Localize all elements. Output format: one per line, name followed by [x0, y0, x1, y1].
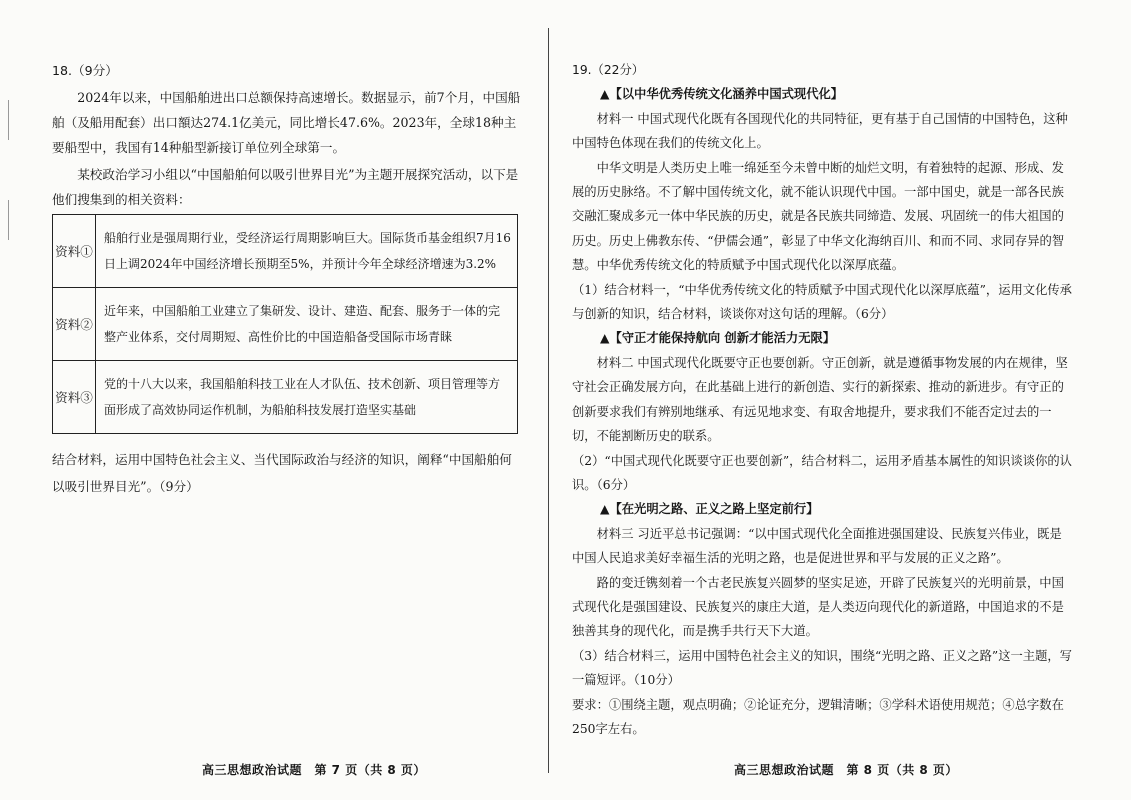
sub-question-3: （3）结合材料三，运用中国特色社会主义的知识，围绕“光明之路、正义之路”这一主题，写一篇短评。（10分） [572, 648, 1072, 688]
sub-question-1: （1）结合材料一，“中华优秀传统文化的特质赋予中国式现代化以深厚底蕴”，运用文化传承与创新的知识，结合材料，谈谈你对这句话的理解。（6分） [572, 282, 1072, 322]
section-heading-3: ▲【在光明之路、正义之路上坚定前行】 [600, 502, 819, 517]
material-2: 材料二 中国式现代化既要守正也要创新。守正创新，就是遵循事物发展的内在规律，坚守社会正确发展方向，在此基础上进行的新创造、实行的新探索、推动的新进步。有守正的创新要求我们有辨别地继承、有远见地求变、有取舍地提升，要求我们不能否定过去的一切，不能割断历史的联系。 [572, 355, 1068, 444]
scan-mark [8, 200, 9, 240]
question-number: 19.（22分） [572, 63, 645, 77]
section-heading-2: ▲【守正才能保持航向 创新才能活力无限】 [600, 331, 836, 346]
page-7 [52, 0, 522, 800]
material-3-part-b: 路的变迁镌刻着一个古老民族复兴圆梦的坚实足迹，开辟了民族复兴的光明前景，中国式现代化是强国建设、民族复兴的康庄大道，是人类迈向现代化的新道路，中国追求的不是独善其身的现代化，而是携手共行天下大道。 [572, 575, 1064, 639]
material-text: 党的十八大以来，我国船舶科技工业在人才队伍、技术创新、项目管理等方面形成了高效协同运作机制，为船舶科技发展打造坚实基础 [96, 361, 518, 434]
sub-question-2: （2）“中国式现代化既要守正也要创新”，结合材料二，运用矛盾基本属性的知识谈谈你的认识。（6分） [572, 453, 1072, 492]
table-row [53, 288, 518, 361]
material-text: 船舶行业是强周期行业，受经济运行周期影响巨大。国际货币基金组织7月16日上调2024年中国经济增长预期至5%，并预计今年全球经济增速为3.2% [96, 215, 518, 288]
page-divider [548, 28, 549, 773]
section-heading-1: ▲【以中华优秀传统文化涵养中国式现代化】 [600, 87, 844, 102]
intro-paragraph: 2024年以来，中国船舶进出口总额保持高速增长。数据显示，前7个月，中国船舶（及船用配套）出口額达274.1亿美元，同比增长47.6%。2023年，全球18种主要船型中，我国有14种船型新接订单位列全球第一。 [52, 90, 521, 155]
table-row [53, 361, 518, 434]
material-label: 资料③ [53, 361, 96, 434]
material-text: 近年来，中国船舶工业建立了集研发、设计、建造、配套、服务于一体的完整产业体系，交付周期短、高性价比的中国造船备受国际市场青睐 [96, 288, 518, 361]
question-18 [52, 58, 522, 500]
materials-table [52, 214, 518, 434]
material-label: 资料② [53, 288, 96, 361]
activity-paragraph: 某校政治学习小组以“中国船舶何以吸引世界目光”为主题开展探究活动，以下是他们搜集到的相关资料： [52, 167, 519, 207]
material-3-part-a: 材料三 习近平总书记强调：“以中国式现代化全面推进强国建设、民族复兴伟业，既是中国人民追求美好幸福生活的光明之路，也是促进世界和平与发展的正义之路”。 [572, 526, 1062, 566]
requirements: 要求：①围绕主题，观点明确；②论证充分，逻辑清晰；③学科术语使用规范；④总字数在250字左右。 [572, 697, 1064, 736]
question-number: 18.（9分） [52, 63, 118, 78]
page-footer: 高三思想政治试题 第 8 页（共 8 页） [734, 763, 958, 777]
material-label: 资料① [53, 215, 96, 288]
material-1-part-a: 材料一 中国式现代化既有各国现代化的共同特征，更有基于自己国情的中国特色，这种中国特色体现在我们的传统文化上。 [572, 111, 1068, 151]
material-1-part-b: 中华文明是人类历史上唯一绵延至今未曾中断的灿烂文明，有着独特的起源、形成、发展的历史脉络。不了解中国传统文化，就不能认识现代中国。一部中国史，就是一部各民族交融汇聚成多元一体中华民族的历史，就是各民族共同缔造、发展、巩固统一的伟大祖国的历史。历史上佛教东传、“伊儒会通”，彰显了中华文化海纳百川、和而不同、求同存异的智慧。中华优秀传统文化的特质赋予中国式现代化以深厚底蕴。 [572, 160, 1065, 273]
page-footer: 高三思想政治试题 第 7 页（共 8 页） [202, 763, 426, 777]
page-8 [572, 0, 1072, 800]
question-19 [572, 58, 1072, 741]
task-prompt: 结合材料，运用中国特色社会主义、当代国际政治与经济的知识，阐释“中国船舶何以吸引世界目光”。（9分） [52, 452, 512, 494]
scan-mark [8, 100, 9, 140]
table-row [53, 215, 518, 288]
